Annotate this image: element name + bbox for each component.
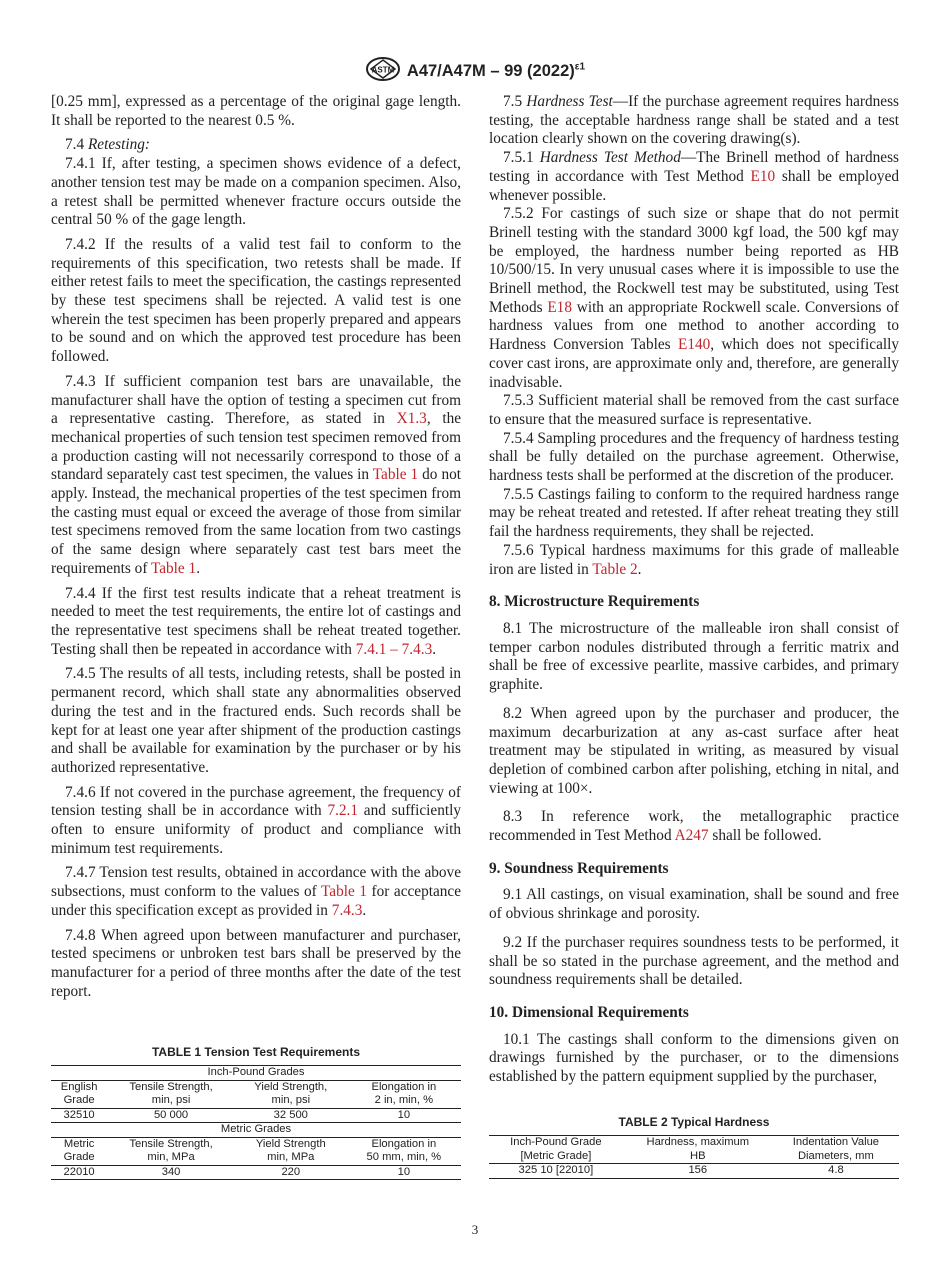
table-2-title: TABLE 2 Typical Hardness [618,1115,770,1129]
paragraph-8-2: 8.2 When agreed upon by the purchaser and producer, the maximum decarburization at any as-cast surface after heat treatment may be stipulated in writing, as measured by visual depletion of combined carbon after polishing, etching in nital, and viewing at 100×. [489,704,899,797]
ref-a247[interactable]: A247 [674,827,709,845]
table-row: Metric Tensile Strength, Yield Strength Elongation in [63,1137,437,1150]
paragraph-9-1: 9.1 All castings, on visual examination, shall be sound and free of obvious shrinkage and porosity. [489,886,899,923]
table-row: Grade min, MPa min, MPa 50 mm, min, % [51,1151,461,1165]
document-designation: A47/A47M – 99 (2022) [406,61,575,80]
paragraph-10-1: 10.1 The castings shall conform to the dimensions given on drawings furnished by the purchaser, or to the dimensions established by the pattern equipment supplied by the purchaser, [489,1030,899,1086]
paragraph-7-5-2: 7.5.2 For castings of such size or shape that do not permit Brinell testing with the standard 3000 kgf load, the 500 kgf may be employed, the hardness number being reported as HB 10/500/15. In very unusual cases where it is impossible to use the Brinell method, the Rockwell test may be substituted, using Test Methods E18 with an appropriate Rockwell scale. Conversions of hardness values from one method to another according to Hardness Conversion Tables E140, which does not specifically cover cast irons, are approximate only and, therefore, are generally inadvisable. [489,205,900,391]
paragraph-7-5-1: 7.5.1 Hardness Test Method—The Brinell method of hardness testing in accordance with Test Method E10 shall be employed whenever possible. [489,149,900,204]
ref-e18[interactable]: E18 [547,298,572,316]
table-row: Grade min, psi min, psi 2 in, min, % [51,1094,461,1108]
section-heading-9: 9. Soundness Requirements [489,859,669,877]
ref-x1-3[interactable]: X1.3 [396,410,427,428]
paragraph-7-4-5: 7.4.5 The results of all tests, including retests, shall be posted in permanent record, which shall state any abnormalities observed during the test and in the fractured ends. Such records shall be kept for at least one year after shipment of the production castings and shall be available for examination by the purchaser or by his authorized representative. [51,665,461,776]
table-2 [489,1115,899,1179]
ref-7-4-3[interactable]: 7.4.3 [331,901,363,919]
paragraph-7-4-4: 7.4.4 If the first test results indicate that a reheat treatment is needed to meet the test requirements, the entire lot of castings and the representative test specimens shall be reheat treated together. Testing shall then be repeated in accordance with 7.4.1 – 7.4.3. [51,584,461,658]
ref-e10[interactable]: E10 [750,167,776,185]
ref-7-2-1[interactable]: 7.2.1 [327,802,359,820]
table-1-title: TABLE 1 Tension Test Requirements [151,1045,361,1059]
paragraph-7-5-3: 7.5.3 Sufficient material shall be removed from the cast surface to ensure that the measured surface is representative. [489,392,899,428]
svg-text:ASTM: ASTM [371,65,395,75]
paragraph-7-4: 7.4 Retesting: [65,136,150,154]
table-row: 22010 340 220 10 [51,1165,461,1180]
page-header [0,56,950,87]
ref-e140[interactable]: E140 [677,336,711,354]
paragraph-7-4-8: 7.4.8 When agreed upon between manufacturer and purchaser, tested specimens or unbroken test bars shall be preserved by the manufacturer for a period of three months after the date of the test report. [51,926,461,1000]
table-row: English Tensile Strength, Yield Strength, Elongation in [60,1080,437,1093]
table-1-inch-group: Inch-Pound Grades [51,1066,461,1081]
table-row: 325 10 [22010] 156 4.8 [489,1164,899,1179]
section-heading-10: 10. Dimensional Requirements [489,1003,689,1021]
ref-table-2[interactable]: Table 2 [592,560,638,578]
page-number: 3 [471,1222,479,1237]
ref-table-1[interactable]: Table 1 [321,883,367,901]
section-heading-8: 8. Microstructure Requirements [489,593,700,611]
paragraph-9-2: 9.2 If the purchaser requires soundness tests to be performed, it shall be so stated in the purchase agreement, and the method and soundness requirements shall be detailed. [489,933,899,989]
paragraph-7-5-5: 7.5.5 Castings failing to conform to the required hardness range may be reheat treated and retested. If after reheat treating they still fail the hardness requirements, they shall be rejected. [489,485,899,541]
paragraph-7-5: 7.5 Hardness Test—If the purchase agreement requires hardness testing, the acceptable hardness range shall be stated and a test location clearly shown on the covering drawing(s). [489,93,899,148]
table-1-metric-group: Metric Grades [51,1123,461,1138]
astm-logo-icon [365,56,401,87]
right-column [489,93,899,1087]
paragraph-7-4-7: 7.4.7 Tension test results, obtained in accordance with the above subsections, must conform to the values of Table 1 for acceptance under this specification except as provided in 7.4.3. [51,864,462,919]
paragraph-8-3: 8.3 In reference work, the metallographic practice recommended in Test Method A247 shall be followed. [489,808,899,845]
table-row: Inch-Pound Grade Hardness, maximum Indentation Value [489,1136,899,1150]
table-row: 32510 50 000 32 500 10 [51,1108,461,1123]
paragraph-7-4-6: 7.4.6 If not covered in the purchase agreement, the frequency of tension testing shall be in accordance with 7.2.1 and sufficiently often to ensure uniformity of product and compliance with minimum test requirements. [51,783,462,857]
table-1 [51,1045,461,1180]
ref-table-1[interactable]: Table 1 [372,466,419,484]
table-1-grid [51,1065,461,1180]
paragraph-8-1: 8.1 The microstructure of the malleable iron shall consist of temper carbon nodules distributed through a ferritic matrix and shall be free of excessive pearlite, massive carbides, and primary graphite. [489,619,899,694]
paragraph-7-5-6: 7.5.6 Typical hardness maximums for this grade of malleable iron are listed in Table 2. [489,541,899,578]
paragraph-7-4-2: 7.4.2 If the results of a valid test fail to conform to the requirements of this specification, two retests shall be made. If either retest fails to meet the specification, the castings represented by these test specimens shall be rejected. A valid test is one wherein the test specimen has been properly prepared and appears to be sound and on which the approved test procedure has been followed. [51,235,461,366]
ref-table-1[interactable]: Table 1 [150,559,197,577]
paragraph-7-4-3: 7.4.3 If sufficient companion test bars are unavailable, the manufacturer shall have the option of testing a specimen cut from a representative casting. Therefore, as stated in X1.3, the mechanical properties of such tension test specimen removed from a production casting will not necessarily correspond to those of a standard separately cast test specimen, the values in Table 1 do not apply. Instead, the mechanical properties of the test specimen from the casting must equal or exceed the average of those from similar test specimens removed from the same location from two castings of the same design where separately cast test bars meet the requirements of Table 1. [51,372,462,577]
left-column [51,93,461,1001]
paragraph: [0.25 mm], expressed as a percentage of the original gage length. It shall be reported to the nearest 0.5 %. [51,93,461,129]
epsilon-superscript: ε1 [574,61,586,73]
paragraph-7-4-1: 7.4.1 If, after testing, a specimen shows evidence of a defect, another tension test may be made on a companion specimen. Also, a retest shall be permitted whenever fracture occurs outside the central 50 % of the gage length. [51,155,461,229]
ref-7-4-1-7-4-3[interactable]: 7.4.1 – 7.4.3 [355,640,433,658]
table-2-grid [489,1135,899,1179]
table-row: [Metric Grade] HB Diameters, mm [489,1150,899,1164]
paragraph-7-5-4: 7.5.4 Sampling procedures and the frequency of hardness testing shall be fully detailed on the purchase agreement. Otherwise, hardness tests shall be performed at the discretion of the producer. [489,429,899,485]
